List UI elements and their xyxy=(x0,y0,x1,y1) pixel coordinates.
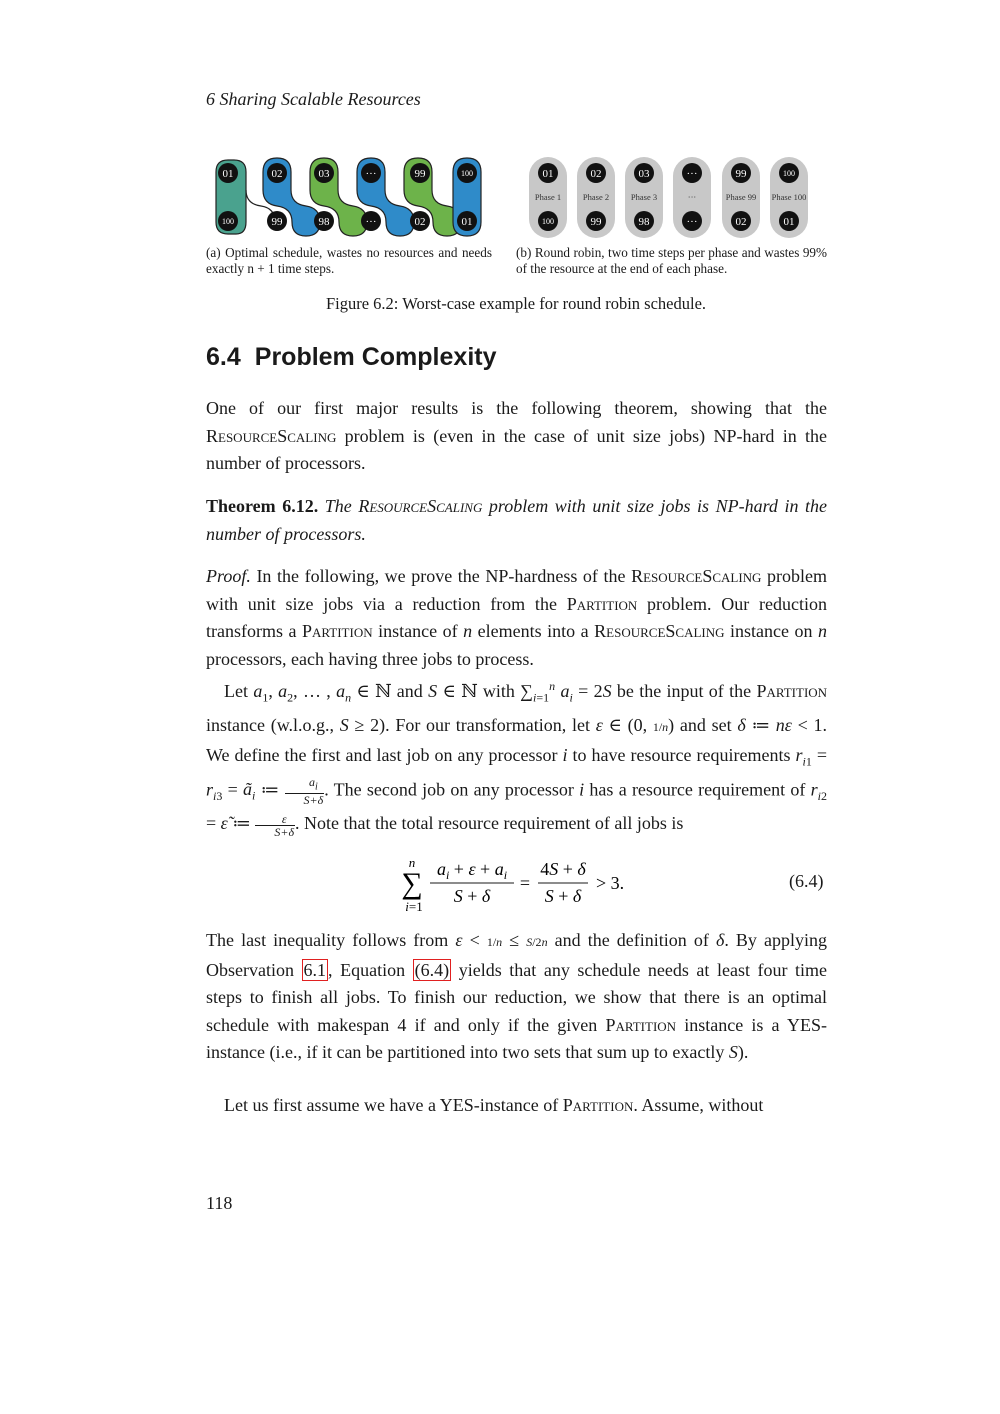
a-top-1: 01 xyxy=(222,168,234,180)
a-top-2: 02 xyxy=(271,168,283,180)
proof-text-f: instance on xyxy=(730,621,813,642)
a-bottom-6: 01 xyxy=(461,216,473,228)
proof-paragraph-3: The last inequality follows from ε < 1/n ≤ S/2n and the definition of δ. By applying Observation 6.1 , Equation (6.4) yields that any schedule needs at least four time steps to finish all jobs. To finish our reduction, we show that there is an optimal schedule with makespan 4 if and only if the given Partition instance is a YES-instance (i.e., if it can be partitioned into two sets that sum up to exactly S). xyxy=(206,930,828,1063)
running-head: 6 Sharing Scalable Resources xyxy=(206,89,421,109)
equation-number: (6.4) xyxy=(789,871,824,891)
intro-paragraph xyxy=(206,395,827,478)
b-bottom-1: 100 xyxy=(542,217,554,226)
caption-a-prefix: (a) xyxy=(206,245,221,260)
svg-text:ai + ε + ai: $a_i + \varepsilon + a_i$ xyxy=(436,859,508,882)
svg-text:i=1: i=1 xyxy=(405,899,423,914)
b-phase-3: Phase 3 xyxy=(630,192,658,202)
proof-text-c: problem. Our reduction transforms a xyxy=(206,593,827,642)
b-phase-2: Phase 2 xyxy=(582,192,610,202)
proof-text-b: problem with unit size jobs via a reduction from the xyxy=(206,566,828,614)
b-top-4: ··· xyxy=(686,168,698,180)
proof-text-d: instance of xyxy=(378,621,458,642)
b-phase-4: ··· xyxy=(687,192,697,202)
proof-paragraph-4: Let us first assume we have a YES-instance of Partition. Assume, without xyxy=(224,1095,764,1115)
svg-text:S + δ: S + δ xyxy=(544,886,582,906)
subfigure-a xyxy=(216,158,481,236)
theorem-label: Theorem 6.12. xyxy=(206,496,319,516)
a-top-5: 99 xyxy=(414,168,426,180)
a-bottom-4: ··· xyxy=(365,216,377,228)
svg-text:> 3.: > 3. xyxy=(596,873,625,893)
b-top-6: 100 xyxy=(783,169,795,178)
b-phase-1: Phase 1 xyxy=(534,192,562,202)
proof-paragraph-2: Let $a_1$, $a_2$, … , $a_n$ ∈ ℕ and S ∈ ℕ with $\sum_{i=1}^n$ $a_i = 2S$ be the input of the Partition instance (w.l.o.g., S ≥ 2). For our transformation, let ε ∈ (0, 1/n) and set δ ≔ nε < 1. We define the first and last job on any processor i to have resource requirements $r_{i1} = r_{i3}$ = $ã_i$ ≔ $\frac{a_i}{S+\delta}$ . The second job on any processor i has a resource requirement of $r_{i2}$ = ε̃ ≔ $\frac{\varepsilon}{S+\delta}$ . Note that the total resource requirement of all jobs is xyxy=(206,679,828,839)
section-heading xyxy=(206,343,497,372)
proof-text-a: In the following, we prove the NP-hardness of the xyxy=(256,566,626,586)
a-top-3: 03 xyxy=(318,168,330,180)
proof-label: Proof. xyxy=(206,566,251,586)
svg-text:n: n xyxy=(408,855,416,870)
proof-text-g: processors, each having three jobs to process. xyxy=(206,648,534,669)
a-bottom-3: 98 xyxy=(318,216,330,228)
b-bottom-6: 01 xyxy=(783,216,795,228)
b-top-1: 01 xyxy=(542,168,554,180)
theorem-text-1: The xyxy=(324,496,352,516)
a-bottom-1: 100 xyxy=(222,217,234,226)
caption-a-text: Optimal schedule, wastes no resources and needs exactly n + 1 time steps. xyxy=(206,245,492,276)
svg-text:∑: ∑ xyxy=(401,867,423,900)
intro-text-2: problem is (even in the case of unit size jobs) NP-hard in the number of processors. xyxy=(206,425,828,474)
theorem-problem-name: ResourceScaling xyxy=(358,496,483,516)
b-bottom-4: ··· xyxy=(686,216,698,228)
figure-svg xyxy=(206,150,836,245)
figure-6-2 xyxy=(206,150,836,250)
proof-sc-4: ResourceScaling xyxy=(594,621,725,642)
b-top-3: 03 xyxy=(638,168,650,180)
b-phase-6: Phase 100 xyxy=(771,192,807,202)
page-number: 118 xyxy=(206,1193,233,1213)
caption-b xyxy=(516,245,827,277)
a-top-6: 100 xyxy=(461,169,473,178)
proof-paragraph-1: Proof. In the following, we prove the NP-hardness of the ResourceScaling problem with unit size jobs via a reduction from the Partition problem. Our reduction transforms a Partition instance of n elements into a ResourceScaling instance on n processors, each having three jobs to process. xyxy=(206,566,828,669)
b-bottom-2: 99 xyxy=(590,216,602,228)
caption-b-prefix: (b) xyxy=(516,245,532,260)
svg-text:4S + δ: 4S + δ xyxy=(540,859,586,879)
subfigure-b xyxy=(529,157,808,238)
b-top-2: 02 xyxy=(590,168,602,180)
section-title: Problem Complexity xyxy=(254,343,497,371)
b-bottom-5: 02 xyxy=(735,216,747,228)
a-bottom-2: 99 xyxy=(271,216,283,228)
a-top-4: ··· xyxy=(365,168,377,180)
equation-svg xyxy=(400,855,640,917)
b-phase-5: Phase 99 xyxy=(725,192,757,202)
figure-caption: Figure 6.2: Worst-case example for round robin schedule. xyxy=(325,294,707,313)
b-top-5: 99 xyxy=(735,168,747,180)
theorem-text-2: problem with unit size jobs is NP-hard in the number of processors. xyxy=(206,496,828,544)
caption-b-text: Round robin, two time steps per phase and wastes 99% of the resource at the end of each phase. xyxy=(516,245,828,276)
svg-text:S + δ: S + δ xyxy=(453,886,491,906)
section-number: 6.4 xyxy=(206,343,241,371)
theorem-6-12 xyxy=(206,493,827,548)
a-bottom-5: 02 xyxy=(414,216,426,228)
proof-text-e: elements into a xyxy=(477,621,589,642)
proof-sc-1: ResourceScaling xyxy=(631,566,762,586)
ref-equation-6-4[interactable]: (6.4) xyxy=(414,959,450,980)
caption-a xyxy=(206,245,492,277)
svg-text:=: = xyxy=(519,873,531,893)
proof-sc-3: Partition xyxy=(302,621,373,642)
ref-observation-6-1[interactable]: 6.1 xyxy=(303,959,327,980)
proof-sc-2: Partition xyxy=(566,593,638,614)
equation-6-4 xyxy=(400,855,640,922)
intro-problem-name: ResourceScaling xyxy=(206,425,337,446)
b-bottom-3: 98 xyxy=(638,216,650,228)
intro-text-1: One of our first major results is the following theorem, showing that the xyxy=(206,398,827,418)
